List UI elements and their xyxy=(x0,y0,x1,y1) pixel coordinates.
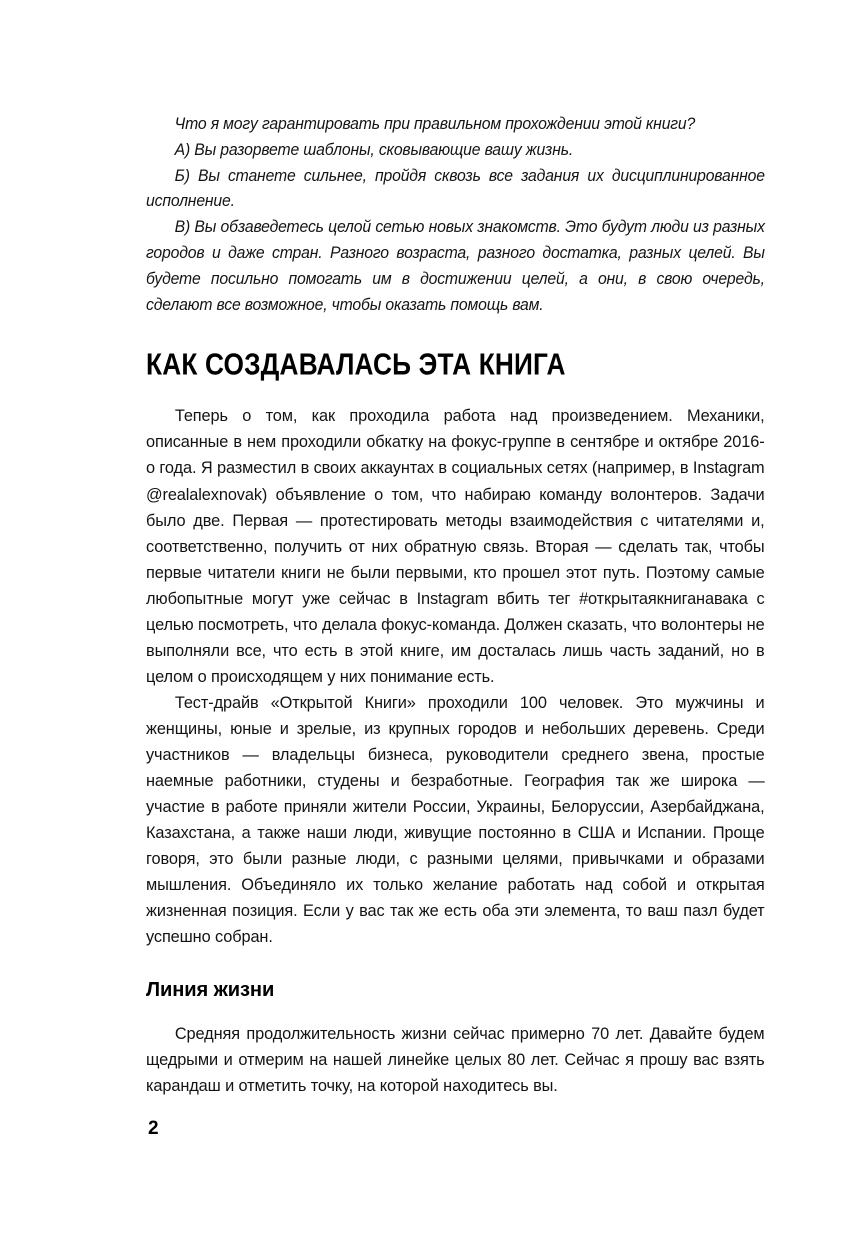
subsection-body xyxy=(146,1021,765,1099)
lead-paragraph-a: А) Вы разорвете шаблоны, сковывающие вашу жизнь. xyxy=(174,140,574,159)
page-number: 2 xyxy=(148,1118,159,1139)
section-heading: КАК СОЗДАВАЛАСЬ ЭТА КНИГА xyxy=(146,347,566,382)
lead-paragraph-b: Б) Вы станете сильнее, пройдя сквозь все задания их дисциплинированное исполнение. xyxy=(146,166,765,211)
section-body xyxy=(146,403,765,950)
lead-italic-block xyxy=(146,112,765,318)
subsection-paragraph-1: Средняя продолжительность жизни сейчас примерно 70 лет. Давайте будем щедрыми и отмерим на нашей линейке целых 80 лет. Сейчас я прошу вас взять карандаш и отметить точку, на которой находитесь вы. xyxy=(146,1024,765,1096)
lead-paragraph-v: В) Вы обзаведетесь целой сетью новых знакомств. Это будут люди из разных городов и даже стран. Разного возраста, разного достатка, разных целей. Вы будете посильно помогать им в достижении целей, а они, в свою очередь, сделают все возможное, чтобы оказать помощь вам. xyxy=(146,218,765,314)
subsection-heading: Линия жизни xyxy=(146,978,275,1002)
lead-paragraph-question: Что я могу гарантировать при правильном прохождении этой книги? xyxy=(174,115,696,133)
section-paragraph-2: Тест-драйв «Открытой Книги» проходили 100 человек. Это мужчины и женщины, юные и зрелые, из крупных городов и небольших деревень. Среди участников — владельцы бизнеса, руководители среднего звена, простые наемные работники, студены и безработные. География так же широка — участие в работе приняли жители России, Украины, Белоруссии, Азербайджана, Казахстана, а также наши люди, живущие постоянно в США и Испании. Проще говоря, это были разные люди, с разными целями, привычками и образами мышления. Объединяло их только желание работать над собой и открытая жизненная позиция. Если у вас так же есть оба эти элемента, то ваш пазл будет успешно собран. xyxy=(146,692,765,947)
page-content xyxy=(146,112,765,1100)
section-paragraph-1: Теперь о том, как проходила работа над произведением. Механики, описанные в нем проходили обкатку на фокус-группе в сентябре и октябре 2016-о года. Я разместил в своих аккаунтах в социальных сетях (например, в Instagram @realalexnovak) объявление о том, что набираю команду волонтеров. Задачи было две. Первая — протестировать методы взаимодействия с читателями и, соответственно, получить от них обратную связь. Вторая — сделать так, чтобы первые читатели книги не были первыми, кто прошел этот путь. Поэтому самые любопытные могут уже сейчас в Instagram вбить тег #открытаякниганавака с целью посмотреть, что делала фокус-команда. Должен сказать, что волонтеры не выполняли все, что есть в этой книге, им досталась лишь часть заданий, но в целом о происходящем у них понимание есть. xyxy=(146,406,765,686)
